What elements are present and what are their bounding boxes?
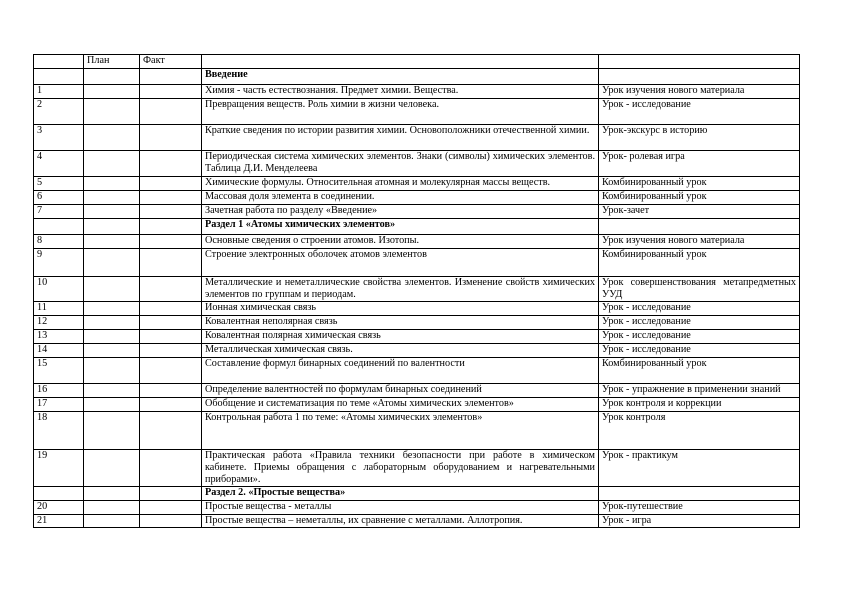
row-lesson-type: Урок-путешествие bbox=[599, 501, 800, 515]
row-fact bbox=[140, 412, 202, 450]
row-plan bbox=[84, 177, 140, 191]
row-plan bbox=[84, 358, 140, 384]
row-lesson-type: Урок - исследование bbox=[599, 302, 800, 316]
table-row bbox=[34, 344, 800, 358]
table-row bbox=[34, 302, 800, 316]
table-row bbox=[34, 316, 800, 330]
row-fact bbox=[140, 85, 202, 99]
row-lesson-type: Урок контроля и коррекции bbox=[599, 398, 800, 412]
row-lesson-type: Комбинированный урок bbox=[599, 177, 800, 191]
row-fact bbox=[140, 358, 202, 384]
row-topic: Ковалентная полярная химическая связь bbox=[202, 330, 599, 344]
row-topic: Составление формул бинарных соединений по валентности bbox=[202, 358, 599, 384]
row-fact bbox=[140, 249, 202, 277]
row-topic: Превращения веществ. Роль химии в жизни человека. bbox=[202, 99, 599, 125]
row-topic: Периодическая система химических элементов. Знаки (символы) химических элементов. Таблица Д.И. Менделеева bbox=[202, 151, 599, 177]
row-lesson-type bbox=[599, 219, 800, 235]
row-lesson-type: Комбинированный урок bbox=[599, 358, 800, 384]
row-lesson-type: Урок - исследование bbox=[599, 344, 800, 358]
section-title: Раздел 2. «Простые вещества» bbox=[202, 487, 599, 501]
row-lesson-type: Урок контроля bbox=[599, 412, 800, 450]
header-type bbox=[599, 55, 800, 69]
row-plan bbox=[84, 69, 140, 85]
table-row bbox=[34, 450, 800, 487]
row-num: 12 bbox=[34, 316, 84, 330]
row-topic: Зачетная работа по разделу «Введение» bbox=[202, 205, 599, 219]
row-fact bbox=[140, 398, 202, 412]
row-topic: Химические формулы. Относительная атомная и молекулярная массы веществ. bbox=[202, 177, 599, 191]
row-plan bbox=[84, 151, 140, 177]
row-topic: Металлическая химическая связь. bbox=[202, 344, 599, 358]
row-plan bbox=[84, 191, 140, 205]
row-num: 13 bbox=[34, 330, 84, 344]
row-topic: Строение электронных оболочек атомов элементов bbox=[202, 249, 599, 277]
row-num: 19 bbox=[34, 450, 84, 487]
row-num: 1 bbox=[34, 85, 84, 99]
row-num: 5 bbox=[34, 177, 84, 191]
row-num: 7 bbox=[34, 205, 84, 219]
row-topic: Химия - часть естествознания. Предмет химии. Вещества. bbox=[202, 85, 599, 99]
row-plan bbox=[84, 99, 140, 125]
row-plan bbox=[84, 205, 140, 219]
row-num: 2 bbox=[34, 99, 84, 125]
row-lesson-type: Урок - игра bbox=[599, 515, 800, 528]
row-plan bbox=[84, 85, 140, 99]
row-topic: Ионная химическая связь bbox=[202, 302, 599, 316]
row-lesson-type: Комбинированный урок bbox=[599, 191, 800, 205]
row-plan bbox=[84, 277, 140, 302]
row-topic: Практическая работа «Правила техники безопасности при работе в химическом кабинете. Приемы обращения с лабораторным оборудованием и нагревательными приборами». bbox=[202, 450, 599, 487]
lesson-plan-table bbox=[33, 54, 800, 528]
row-num bbox=[34, 219, 84, 235]
table-row bbox=[34, 501, 800, 515]
row-num: 11 bbox=[34, 302, 84, 316]
row-topic: Простые вещества – неметаллы, их сравнение с металлами. Аллотропия. bbox=[202, 515, 599, 528]
row-num: 8 bbox=[34, 235, 84, 249]
row-lesson-type: Урок-экскурс в историю bbox=[599, 125, 800, 151]
row-fact bbox=[140, 191, 202, 205]
header-fact: Факт bbox=[140, 55, 202, 69]
row-lesson-type bbox=[599, 487, 800, 501]
row-plan bbox=[84, 384, 140, 398]
row-topic: Металлические и неметаллические свойства элементов. Изменение свойств химических элементов по группам и периодам. bbox=[202, 277, 599, 302]
table-row bbox=[34, 384, 800, 398]
row-lesson-type: Урок изучения нового материала bbox=[599, 85, 800, 99]
row-num: 18 bbox=[34, 412, 84, 450]
row-fact bbox=[140, 205, 202, 219]
row-topic: Краткие сведения по истории развития химии. Основоположники отечественной химии. bbox=[202, 125, 599, 151]
row-plan bbox=[84, 412, 140, 450]
table-row bbox=[34, 249, 800, 277]
section-title: Введение bbox=[202, 69, 599, 85]
section-row bbox=[34, 219, 800, 235]
row-num bbox=[34, 487, 84, 501]
row-lesson-type: Урок - исследование bbox=[599, 99, 800, 125]
row-num: 14 bbox=[34, 344, 84, 358]
row-lesson-type: Урок-зачет bbox=[599, 205, 800, 219]
header-plan: План bbox=[84, 55, 140, 69]
row-num: 21 bbox=[34, 515, 84, 528]
table-row bbox=[34, 85, 800, 99]
header-num bbox=[34, 55, 84, 69]
row-fact bbox=[140, 384, 202, 398]
table-row bbox=[34, 398, 800, 412]
row-fact bbox=[140, 450, 202, 487]
row-num: 10 bbox=[34, 277, 84, 302]
row-lesson-type: Комбинированный урок bbox=[599, 249, 800, 277]
table-row bbox=[34, 358, 800, 384]
row-num: 16 bbox=[34, 384, 84, 398]
section-row bbox=[34, 69, 800, 85]
row-num: 20 bbox=[34, 501, 84, 515]
row-plan bbox=[84, 501, 140, 515]
row-fact bbox=[140, 330, 202, 344]
row-lesson-type: Урок - исследование bbox=[599, 330, 800, 344]
row-fact bbox=[140, 235, 202, 249]
row-topic: Простые вещества - металлы bbox=[202, 501, 599, 515]
row-fact bbox=[140, 69, 202, 85]
row-plan bbox=[84, 398, 140, 412]
row-fact bbox=[140, 277, 202, 302]
table-row bbox=[34, 125, 800, 151]
row-fact bbox=[140, 487, 202, 501]
table-row bbox=[34, 177, 800, 191]
row-plan bbox=[84, 450, 140, 487]
row-plan bbox=[84, 330, 140, 344]
table-row bbox=[34, 277, 800, 302]
row-num: 3 bbox=[34, 125, 84, 151]
row-plan bbox=[84, 219, 140, 235]
row-lesson-type bbox=[599, 69, 800, 85]
row-num: 15 bbox=[34, 358, 84, 384]
row-num: 6 bbox=[34, 191, 84, 205]
row-plan bbox=[84, 487, 140, 501]
row-lesson-type: Урок - упражнение в применении знаний bbox=[599, 384, 800, 398]
row-num: 9 bbox=[34, 249, 84, 277]
row-lesson-type: Урок - исследование bbox=[599, 316, 800, 330]
row-topic: Обобщение и систематизация по теме «Атомы химических элементов» bbox=[202, 398, 599, 412]
row-topic: Определение валентностей по формулам бинарных соединений bbox=[202, 384, 599, 398]
row-plan bbox=[84, 344, 140, 358]
row-plan bbox=[84, 235, 140, 249]
section-row bbox=[34, 487, 800, 501]
section-title: Раздел 1 «Атомы химических элементов» bbox=[202, 219, 599, 235]
table-row bbox=[34, 99, 800, 125]
row-plan bbox=[84, 302, 140, 316]
row-fact bbox=[140, 151, 202, 177]
row-topic: Ковалентная неполярная связь bbox=[202, 316, 599, 330]
row-fact bbox=[140, 302, 202, 316]
row-fact bbox=[140, 219, 202, 235]
table-row bbox=[34, 515, 800, 528]
row-lesson-type: Урок- ролевая игра bbox=[599, 151, 800, 177]
row-num: 4 bbox=[34, 151, 84, 177]
row-fact bbox=[140, 125, 202, 151]
table-row bbox=[34, 151, 800, 177]
row-fact bbox=[140, 344, 202, 358]
header-row bbox=[34, 55, 800, 69]
row-num bbox=[34, 69, 84, 85]
row-lesson-type: Урок - практикум bbox=[599, 450, 800, 487]
row-topic: Контрольная работа 1 по теме: «Атомы химических элементов» bbox=[202, 412, 599, 450]
row-plan bbox=[84, 249, 140, 277]
row-fact bbox=[140, 99, 202, 125]
header-topic bbox=[202, 55, 599, 69]
row-num: 17 bbox=[34, 398, 84, 412]
table-row bbox=[34, 330, 800, 344]
row-fact bbox=[140, 177, 202, 191]
row-topic: Массовая доля элемента в соединении. bbox=[202, 191, 599, 205]
row-plan bbox=[84, 125, 140, 151]
row-lesson-type: Урок совершенствования метапредметных УУД bbox=[599, 277, 800, 302]
table-row bbox=[34, 235, 800, 249]
row-fact bbox=[140, 501, 202, 515]
row-plan bbox=[84, 316, 140, 330]
table-row bbox=[34, 191, 800, 205]
table-row bbox=[34, 412, 800, 450]
row-fact bbox=[140, 515, 202, 528]
row-fact bbox=[140, 316, 202, 330]
row-topic: Основные сведения о строении атомов. Изотопы. bbox=[202, 235, 599, 249]
table-row bbox=[34, 205, 800, 219]
row-plan bbox=[84, 515, 140, 528]
row-lesson-type: Урок изучения нового материала bbox=[599, 235, 800, 249]
